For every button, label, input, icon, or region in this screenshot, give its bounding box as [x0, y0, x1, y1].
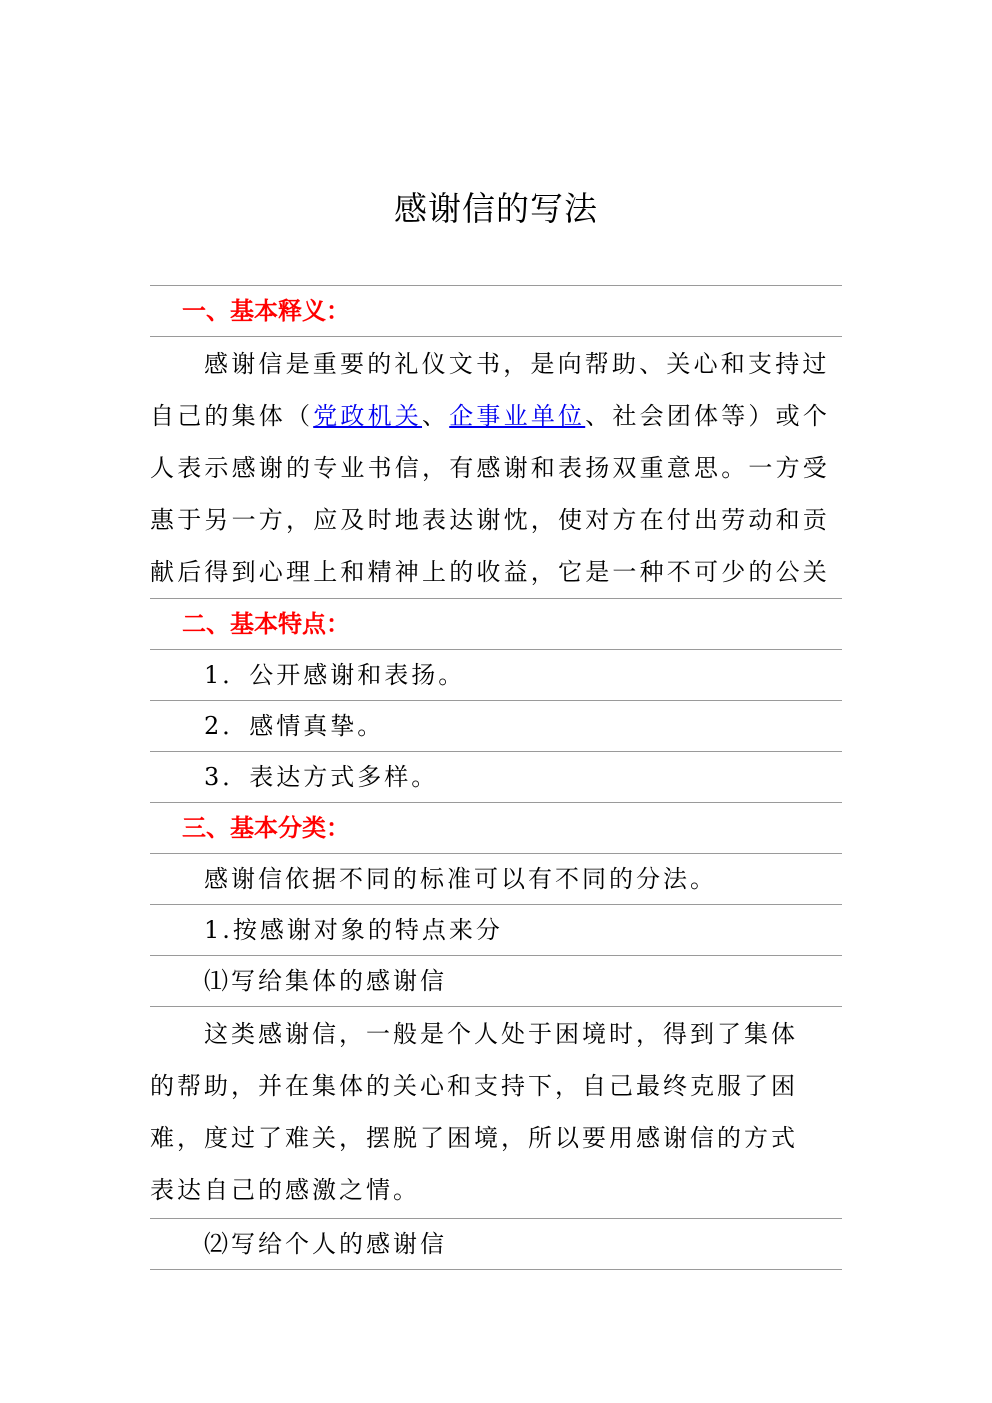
section-row	[150, 803, 842, 854]
definition-paragraph	[150, 337, 842, 598]
section-heading-basic-definition: 一、基本释义：	[182, 297, 350, 325]
content-table	[150, 285, 842, 1270]
subsection-item: ⑵写给个人的感谢信	[204, 1230, 447, 1258]
paragraph-row	[150, 1007, 842, 1219]
feature-item: 1．公开感谢和表扬。	[204, 661, 466, 689]
collective-letter-paragraph: 这类感谢信，一般是个人处于困境时，得到了集体的帮助，并在集体的关心和支持下，自己最终克服了困难，度过了难关，摆脱了困境，所以要用感谢信的方式表达自己的感激之情。	[150, 1020, 798, 1204]
subsection-item: ⑴写给集体的感谢信	[204, 967, 447, 995]
paragraph-text: 、社会团体等）或个人表示感谢的专业书信，有感谢和表扬双重意思。一方受惠于另一方，应及时地表达谢忱，使对方在付出劳动和贡献后得到心理上和精神上的收益，它是一种不可少的公关	[150, 402, 831, 586]
feature-item: 3．表达方式多样。	[204, 763, 439, 791]
separator-text: 、	[422, 402, 450, 430]
list-item	[150, 752, 842, 803]
subsection-heading: 1.按感谢对象的特点来分	[204, 916, 503, 944]
text-row	[150, 854, 842, 905]
section-heading-basic-classification: 三、基本分类：	[182, 814, 350, 842]
list-item	[150, 650, 842, 701]
section-row	[150, 599, 842, 650]
paragraph-text: 感谢信是重要的礼仪文书，是向帮助、关心和支持过自己的集体（	[150, 350, 830, 430]
classification-intro: 感谢信依据不同的标准可以有不同的分法。	[204, 865, 717, 893]
link-party-government-agencies[interactable]: 党政机关	[313, 402, 423, 430]
feature-item: 2．感情真挚。	[204, 712, 385, 740]
page-title: 感谢信的写法	[394, 189, 598, 228]
list-item	[150, 701, 842, 752]
text-row	[150, 905, 842, 956]
section-row	[150, 286, 842, 337]
text-row	[150, 1219, 842, 1270]
text-row	[150, 956, 842, 1007]
link-enterprises-institutions[interactable]: 企事业单位	[449, 402, 586, 430]
paragraph-row	[150, 337, 842, 599]
section-heading-basic-features: 二、基本特点：	[182, 610, 350, 638]
